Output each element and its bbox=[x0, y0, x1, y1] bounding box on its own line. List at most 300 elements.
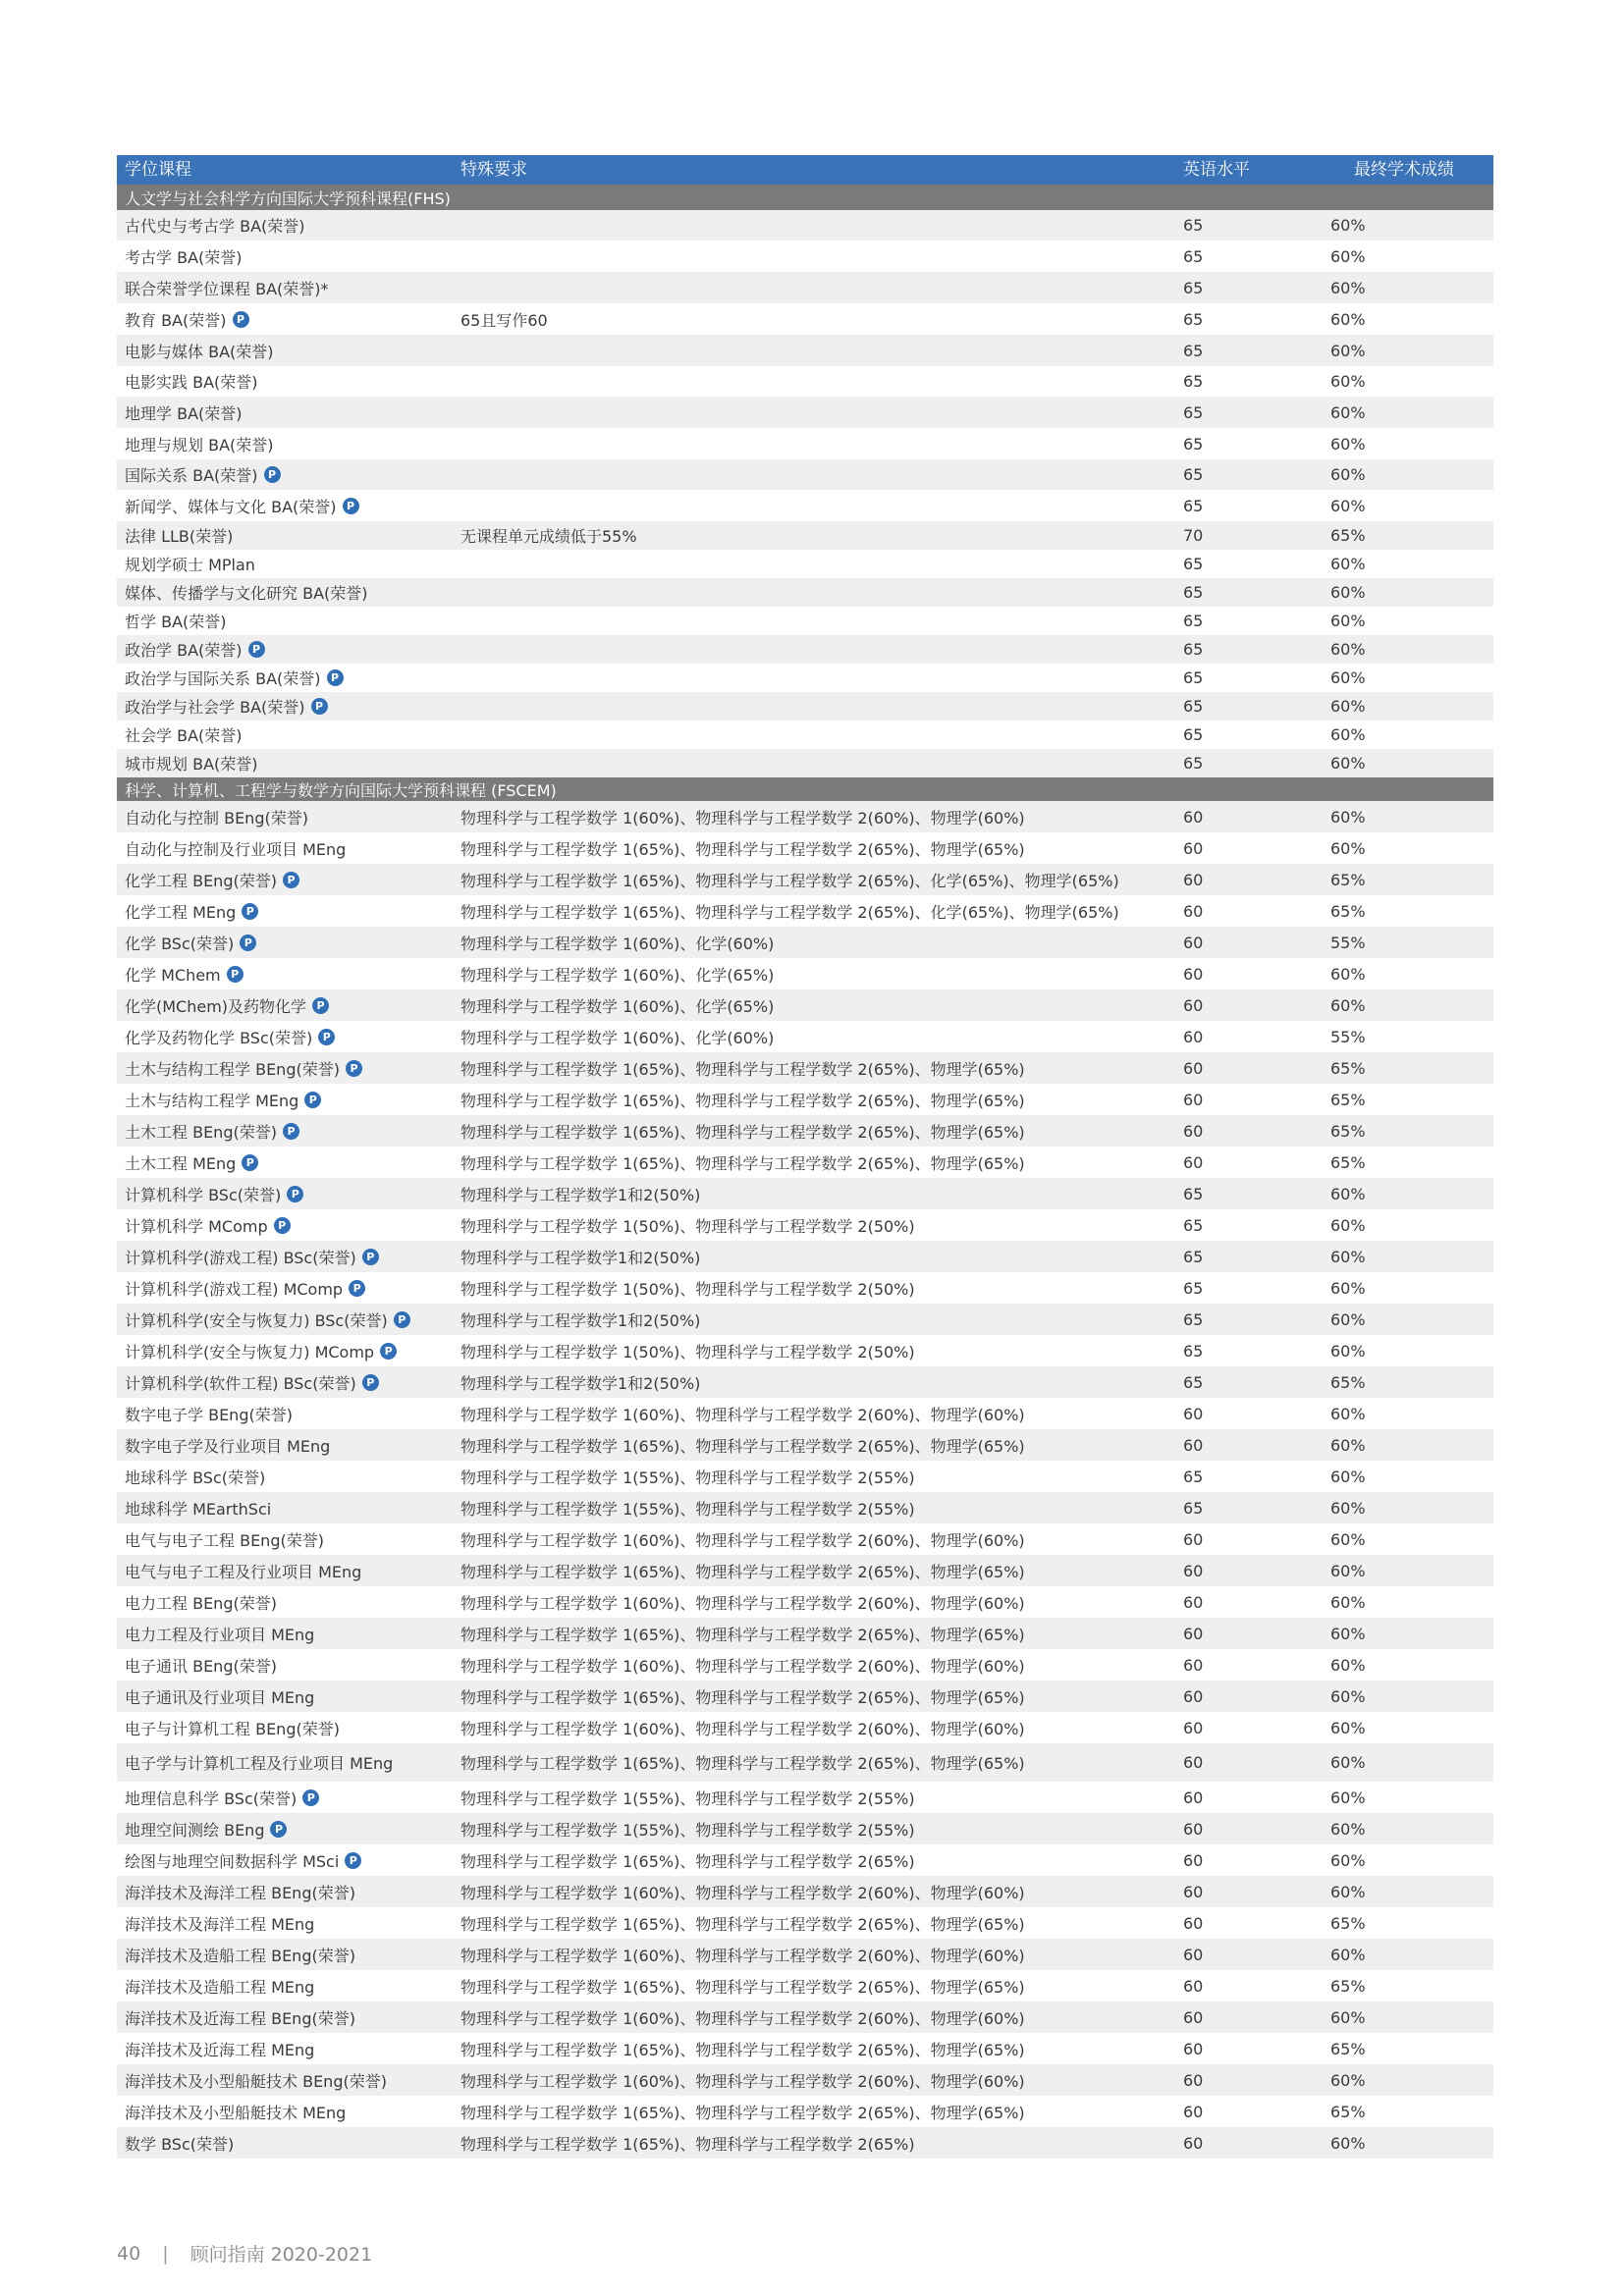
final-grade: 60% bbox=[1330, 1498, 1366, 1518]
table-row bbox=[117, 1492, 1493, 1523]
table-row bbox=[117, 397, 1493, 428]
course-name: 古代史与考古学 BA(荣誉) bbox=[125, 217, 305, 236]
course-name: 电力工程及行业项目 MEng bbox=[125, 1625, 315, 1644]
course-cell bbox=[125, 989, 329, 1021]
table-row bbox=[117, 692, 1493, 721]
p-icon: P bbox=[327, 669, 344, 686]
english-level: 65 bbox=[1183, 1215, 1204, 1235]
final-grade: 60% bbox=[1330, 1753, 1366, 1772]
course-cell bbox=[125, 1649, 277, 1681]
table-row bbox=[117, 1335, 1493, 1366]
special-requirement: 物理科学与工程学数学 1(60%)、物理科学与工程学数学 2(60%)、物理学(60%) bbox=[460, 808, 1025, 828]
course-name: 化学(MChem)及药物化学 bbox=[125, 996, 307, 1016]
course-cell bbox=[125, 1209, 291, 1241]
p-icon: P bbox=[283, 872, 299, 888]
final-grade: 60% bbox=[1330, 1184, 1366, 1203]
english-level: 60 bbox=[1183, 1090, 1204, 1109]
course-name: 海洋技术及小型船艇技术 MEng bbox=[125, 2103, 347, 2122]
english-level: 65 bbox=[1183, 372, 1204, 391]
english-level: 60 bbox=[1183, 1850, 1204, 1870]
course-name: 政治学与社会学 BA(荣誉) bbox=[125, 698, 305, 717]
requirements-table bbox=[117, 155, 1493, 2159]
table-header bbox=[117, 155, 1493, 185]
header-final: 最终学术成绩 bbox=[1354, 160, 1454, 180]
special-requirement: 65且写作60 bbox=[460, 310, 548, 330]
final-grade: 60% bbox=[1330, 1655, 1366, 1675]
course-cell bbox=[125, 635, 265, 664]
special-requirement: 物理科学与工程学数学 1(65%)、物理科学与工程学数学 2(65%)、物理学(65%) bbox=[460, 1436, 1025, 1456]
p-icon: P bbox=[380, 1343, 397, 1360]
course-name: 计算机科学(软件工程) BSc(荣誉) bbox=[125, 1373, 356, 1393]
special-requirement: 物理科学与工程学数学 1(50%)、物理科学与工程学数学 2(50%) bbox=[460, 1342, 915, 1362]
special-requirement: 物理科学与工程学数学 1(65%)、物理科学与工程学数学 2(65%)、物理学(65%) bbox=[460, 1091, 1025, 1110]
english-level: 60 bbox=[1183, 933, 1204, 952]
english-level: 65 bbox=[1183, 402, 1204, 422]
final-grade: 65% bbox=[1330, 2039, 1366, 2058]
special-requirement: 物理科学与工程学数学1和2(50%) bbox=[460, 1373, 701, 1393]
special-requirement: 物理科学与工程学数学 1(60%)、物理科学与工程学数学 2(60%)、物理学(60%) bbox=[460, 1946, 1025, 1965]
course-cell bbox=[125, 366, 258, 397]
table-row bbox=[117, 749, 1493, 777]
course-cell bbox=[125, 1304, 410, 1335]
final-grade: 60% bbox=[1330, 1561, 1366, 1580]
final-grade: 65% bbox=[1330, 1121, 1366, 1141]
course-cell bbox=[125, 664, 344, 692]
final-grade: 60% bbox=[1330, 1404, 1366, 1423]
course-cell bbox=[125, 1084, 321, 1115]
course-name: 电子学与计算机工程及行业项目 MEng bbox=[125, 1754, 394, 1773]
course-cell bbox=[125, 1241, 379, 1272]
final-grade: 60% bbox=[1330, 555, 1366, 573]
final-grade: 65% bbox=[1330, 526, 1366, 545]
table-row bbox=[117, 989, 1493, 1021]
course-cell bbox=[125, 721, 243, 749]
english-level: 60 bbox=[1183, 901, 1204, 921]
course-cell bbox=[125, 1782, 319, 1813]
english-level: 65 bbox=[1183, 309, 1204, 329]
final-grade: 60% bbox=[1330, 1309, 1366, 1329]
table-row bbox=[117, 1209, 1493, 1241]
course-name: 计算机科学 BSc(荣誉) bbox=[125, 1185, 282, 1204]
final-grade: 60% bbox=[1330, 612, 1366, 630]
course-name: 社会学 BA(荣誉) bbox=[125, 726, 243, 745]
p-icon: P bbox=[349, 1280, 365, 1297]
english-level: 70 bbox=[1183, 526, 1204, 545]
special-requirement: 物理科学与工程学数学 1(65%)、物理科学与工程学数学 2(65%) bbox=[460, 1851, 915, 1871]
table-row bbox=[117, 2064, 1493, 2096]
english-level: 60 bbox=[1183, 1686, 1204, 1706]
english-level: 65 bbox=[1183, 668, 1204, 687]
special-requirement: 无课程单元成绩低于55% bbox=[460, 527, 637, 546]
final-grade: 60% bbox=[1330, 1624, 1366, 1643]
english-level: 60 bbox=[1183, 1788, 1204, 1807]
course-cell bbox=[125, 1178, 303, 1209]
final-grade: 60% bbox=[1330, 465, 1366, 484]
table-row bbox=[117, 1743, 1493, 1782]
table-row bbox=[117, 895, 1493, 927]
final-grade: 65% bbox=[1330, 1372, 1366, 1392]
course-name: 电气与电子工程 BEng(荣誉) bbox=[125, 1530, 324, 1550]
special-requirement: 物理科学与工程学数学 1(60%)、物理科学与工程学数学 2(60%)、物理学(60%) bbox=[460, 1883, 1025, 1902]
special-requirement: 物理科学与工程学数学 1(65%)、物理科学与工程学数学 2(65%)、物理学(65%) bbox=[460, 839, 1025, 859]
final-grade: 65% bbox=[1330, 1152, 1366, 1172]
course-name: 教育 BA(荣誉) bbox=[125, 310, 227, 330]
english-level: 60 bbox=[1183, 1529, 1204, 1549]
final-grade: 60% bbox=[1330, 2007, 1366, 2027]
course-name: 国际关系 BA(荣誉) bbox=[125, 466, 258, 485]
english-level: 65 bbox=[1183, 278, 1204, 297]
course-name: 化学工程 BEng(荣誉) bbox=[125, 871, 277, 890]
final-grade: 60% bbox=[1330, 2133, 1366, 2153]
course-cell bbox=[125, 521, 233, 550]
english-level: 65 bbox=[1183, 1278, 1204, 1298]
english-level: 60 bbox=[1183, 838, 1204, 858]
english-level: 60 bbox=[1183, 1121, 1204, 1141]
table-row bbox=[117, 1618, 1493, 1649]
course-cell bbox=[125, 895, 258, 927]
course-name: 计算机科学(安全与恢复力) MComp bbox=[125, 1342, 375, 1362]
table-row bbox=[117, 1970, 1493, 2002]
special-requirement: 物理科学与工程学数学 1(50%)、物理科学与工程学数学 2(50%) bbox=[460, 1279, 915, 1299]
final-grade: 60% bbox=[1330, 754, 1366, 773]
table-row bbox=[117, 1084, 1493, 1115]
course-name: 化学 BSc(荣誉) bbox=[125, 934, 235, 953]
special-requirement: 物理科学与工程学数学 1(65%)、物理科学与工程学数学 2(65%)、化学(65%)、物理学(65%) bbox=[460, 902, 1119, 922]
final-grade: 60% bbox=[1330, 668, 1366, 687]
course-cell bbox=[125, 550, 255, 578]
p-icon: P bbox=[346, 1060, 362, 1077]
english-level: 60 bbox=[1183, 1435, 1204, 1455]
special-requirement: 物理科学与工程学数学 1(60%)、物理科学与工程学数学 2(60%)、物理学(60%) bbox=[460, 2071, 1025, 2091]
course-name: 电影实践 BA(荣誉) bbox=[125, 373, 258, 392]
special-requirement: 物理科学与工程学数学1和2(50%) bbox=[460, 1185, 701, 1204]
course-cell bbox=[125, 578, 368, 607]
p-icon: P bbox=[270, 1821, 287, 1838]
course-cell bbox=[125, 428, 274, 459]
course-name: 电子通讯 BEng(荣誉) bbox=[125, 1656, 277, 1676]
section-header bbox=[117, 777, 1493, 801]
course-cell bbox=[125, 1492, 271, 1523]
final-grade: 60% bbox=[1330, 434, 1366, 454]
table-row bbox=[117, 1366, 1493, 1398]
english-level: 60 bbox=[1183, 1561, 1204, 1580]
table-row bbox=[117, 607, 1493, 635]
header-special: 特殊要求 bbox=[460, 160, 527, 180]
course-cell bbox=[125, 607, 227, 635]
course-cell bbox=[125, 1147, 258, 1178]
course-cell bbox=[125, 692, 328, 721]
course-name: 数字电子学及行业项目 MEng bbox=[125, 1436, 331, 1456]
course-name: 化学工程 MEng bbox=[125, 902, 237, 922]
course-name: 土木工程 BEng(荣誉) bbox=[125, 1122, 277, 1142]
final-grade: 60% bbox=[1330, 995, 1366, 1015]
page-footer bbox=[117, 2240, 372, 2267]
english-level: 65 bbox=[1183, 640, 1204, 659]
english-level: 65 bbox=[1183, 434, 1204, 454]
course-name: 海洋技术及小型船艇技术 BEng(荣誉) bbox=[125, 2071, 387, 2091]
course-name: 海洋技术及海洋工程 BEng(荣誉) bbox=[125, 1883, 355, 1902]
table-row bbox=[117, 240, 1493, 272]
p-icon: P bbox=[345, 1852, 361, 1869]
special-requirement: 物理科学与工程学数学 1(60%)、化学(65%) bbox=[460, 996, 775, 1016]
page-number: 40 bbox=[117, 2242, 141, 2265]
final-grade: 65% bbox=[1330, 1976, 1366, 1996]
final-grade: 65% bbox=[1330, 901, 1366, 921]
course-name: 媒体、传播学与文化研究 BA(荣誉) bbox=[125, 584, 368, 603]
course-name: 电力工程 BEng(荣誉) bbox=[125, 1593, 277, 1613]
table-row bbox=[117, 832, 1493, 864]
course-cell bbox=[125, 490, 359, 521]
final-grade: 55% bbox=[1330, 933, 1366, 952]
course-cell bbox=[125, 1429, 330, 1461]
course-cell bbox=[125, 303, 249, 335]
table-row bbox=[117, 664, 1493, 692]
english-level: 65 bbox=[1183, 725, 1204, 744]
table-row bbox=[117, 1649, 1493, 1681]
english-level: 60 bbox=[1183, 2039, 1204, 2058]
english-level: 60 bbox=[1183, 2070, 1204, 2090]
english-level: 60 bbox=[1183, 1718, 1204, 1737]
table-row bbox=[117, 864, 1493, 895]
english-level: 65 bbox=[1183, 1372, 1204, 1392]
table-row bbox=[117, 1461, 1493, 1492]
special-requirement: 物理科学与工程学数学 1(50%)、物理科学与工程学数学 2(50%) bbox=[460, 1216, 915, 1236]
course-name: 自动化与控制及行业项目 MEng bbox=[125, 839, 347, 859]
course-name: 政治学与国际关系 BA(荣誉) bbox=[125, 669, 321, 688]
final-grade: 60% bbox=[1330, 583, 1366, 602]
english-level: 60 bbox=[1183, 1027, 1204, 1046]
table-row bbox=[117, 459, 1493, 490]
course-cell bbox=[125, 958, 244, 989]
course-cell bbox=[125, 1272, 365, 1304]
table-row bbox=[117, 550, 1493, 578]
table-row bbox=[117, 428, 1493, 459]
p-icon: P bbox=[227, 966, 244, 983]
p-icon: P bbox=[274, 1217, 291, 1234]
english-level: 65 bbox=[1183, 1184, 1204, 1203]
final-grade: 60% bbox=[1330, 1247, 1366, 1266]
course-name: 地理与规划 BA(荣誉) bbox=[125, 435, 274, 454]
course-cell bbox=[125, 1021, 335, 1052]
footer-separator: | bbox=[162, 2242, 169, 2265]
course-name: 考古学 BA(荣誉) bbox=[125, 247, 243, 267]
p-icon: P bbox=[264, 466, 281, 483]
final-grade: 60% bbox=[1330, 1278, 1366, 1298]
p-icon: P bbox=[318, 1029, 335, 1045]
final-grade: 60% bbox=[1330, 725, 1366, 744]
final-grade: 60% bbox=[1330, 216, 1366, 235]
english-level: 65 bbox=[1183, 555, 1204, 573]
english-level: 60 bbox=[1183, 1592, 1204, 1612]
english-level: 65 bbox=[1183, 1247, 1204, 1266]
final-grade: 60% bbox=[1330, 1850, 1366, 1870]
special-requirement: 物理科学与工程学数学 1(65%)、物理科学与工程学数学 2(65%) bbox=[460, 2134, 915, 2154]
final-grade: 60% bbox=[1330, 402, 1366, 422]
course-name: 地理信息科学 BSc(荣誉) bbox=[125, 1789, 298, 1808]
course-cell bbox=[125, 927, 256, 958]
english-level: 60 bbox=[1183, 870, 1204, 889]
course-cell bbox=[125, 272, 329, 303]
table-row bbox=[117, 1147, 1493, 1178]
special-requirement: 物理科学与工程学数学 1(60%)、化学(60%) bbox=[460, 1028, 775, 1047]
table-row bbox=[117, 927, 1493, 958]
course-name: 计算机科学 MComp bbox=[125, 1216, 268, 1236]
table-row bbox=[117, 1021, 1493, 1052]
p-icon: P bbox=[302, 1789, 319, 1806]
english-level: 60 bbox=[1183, 1819, 1204, 1839]
p-icon: P bbox=[287, 1186, 303, 1202]
final-grade: 60% bbox=[1330, 1718, 1366, 1737]
final-grade: 65% bbox=[1330, 870, 1366, 889]
course-cell bbox=[125, 801, 308, 832]
english-level: 60 bbox=[1183, 1404, 1204, 1423]
final-grade: 60% bbox=[1330, 496, 1366, 515]
course-name: 海洋技术及海洋工程 MEng bbox=[125, 1914, 315, 1934]
course-cell bbox=[125, 1681, 314, 1712]
table-row bbox=[117, 1052, 1493, 1084]
table-row bbox=[117, 958, 1493, 989]
table-row bbox=[117, 521, 1493, 550]
special-requirement: 物理科学与工程学数学 1(65%)、物理科学与工程学数学 2(65%)、化学(65%)、物理学(65%) bbox=[460, 871, 1119, 890]
english-level: 65 bbox=[1183, 697, 1204, 716]
table-row bbox=[117, 1586, 1493, 1618]
course-name: 土木工程 MEng bbox=[125, 1153, 237, 1173]
table-row bbox=[117, 1178, 1493, 1209]
course-name: 海洋技术及近海工程 BEng(荣誉) bbox=[125, 2008, 355, 2028]
special-requirement: 物理科学与工程学数学 1(60%)、化学(60%) bbox=[460, 934, 775, 953]
course-name: 规划学硕士 MPlan bbox=[125, 556, 255, 574]
p-icon: P bbox=[311, 698, 328, 715]
final-grade: 60% bbox=[1330, 278, 1366, 297]
table-row bbox=[117, 2033, 1493, 2064]
english-level: 65 bbox=[1183, 496, 1204, 515]
course-cell bbox=[125, 240, 243, 272]
final-grade: 60% bbox=[1330, 964, 1366, 984]
english-level: 60 bbox=[1183, 1152, 1204, 1172]
english-level: 60 bbox=[1183, 995, 1204, 1015]
special-requirement: 物理科学与工程学数学 1(65%)、物理科学与工程学数学 2(65%)、物理学(65%) bbox=[460, 2103, 1025, 2122]
english-level: 60 bbox=[1183, 1976, 1204, 1996]
course-cell bbox=[125, 2064, 387, 2096]
english-level: 65 bbox=[1183, 1467, 1204, 1486]
english-level: 65 bbox=[1183, 1498, 1204, 1518]
table-row bbox=[117, 721, 1493, 749]
special-requirement: 物理科学与工程学数学 1(60%)、物理科学与工程学数学 2(60%)、物理学(60%) bbox=[460, 1719, 1025, 1738]
table-row bbox=[117, 272, 1493, 303]
course-name: 海洋技术及造船工程 BEng(荣誉) bbox=[125, 1946, 355, 1965]
course-cell bbox=[125, 335, 274, 366]
english-level: 65 bbox=[1183, 583, 1204, 602]
course-name: 海洋技术及造船工程 MEng bbox=[125, 1977, 315, 1997]
english-level: 65 bbox=[1183, 612, 1204, 630]
table-row bbox=[117, 1429, 1493, 1461]
table-row bbox=[117, 490, 1493, 521]
english-level: 60 bbox=[1183, 1624, 1204, 1643]
table-row bbox=[117, 1272, 1493, 1304]
table-row bbox=[117, 1782, 1493, 1813]
course-cell bbox=[125, 1335, 397, 1366]
course-name: 绘图与地理空间数据科学 MSci bbox=[125, 1851, 340, 1871]
special-requirement: 物理科学与工程学数学 1(65%)、物理科学与工程学数学 2(65%)、物理学(65%) bbox=[460, 1754, 1025, 1773]
english-level: 60 bbox=[1183, 2102, 1204, 2121]
course-name: 联合荣誉学位课程 BA(荣誉)* bbox=[125, 279, 329, 298]
course-cell bbox=[125, 1586, 277, 1618]
final-grade: 65% bbox=[1330, 1913, 1366, 1933]
table-row bbox=[117, 2127, 1493, 2159]
final-grade: 60% bbox=[1330, 341, 1366, 360]
english-level: 60 bbox=[1183, 1882, 1204, 1901]
final-grade: 60% bbox=[1330, 1215, 1366, 1235]
course-cell bbox=[125, 1907, 314, 1939]
course-name: 数学 BSc(荣誉) bbox=[125, 2134, 235, 2154]
final-grade: 60% bbox=[1330, 246, 1366, 266]
final-grade: 65% bbox=[1330, 1058, 1366, 1078]
course-cell bbox=[125, 1523, 324, 1555]
special-requirement: 物理科学与工程学数学 1(55%)、物理科学与工程学数学 2(55%) bbox=[460, 1789, 915, 1808]
final-grade: 60% bbox=[1330, 372, 1366, 391]
final-grade: 55% bbox=[1330, 1027, 1366, 1046]
english-level: 60 bbox=[1183, 1655, 1204, 1675]
course-cell bbox=[125, 1844, 361, 1876]
course-cell bbox=[125, 1115, 299, 1147]
english-level: 60 bbox=[1183, 1753, 1204, 1772]
special-requirement: 物理科学与工程学数学 1(65%)、物理科学与工程学数学 2(65%)、物理学(65%) bbox=[460, 1153, 1025, 1173]
course-cell bbox=[125, 1876, 355, 1907]
course-cell bbox=[125, 1366, 379, 1398]
section-title: 人文学与社会科学方向国际大学预科课程(FHS) bbox=[125, 188, 451, 208]
table-row bbox=[117, 801, 1493, 832]
special-requirement: 物理科学与工程学数学1和2(50%) bbox=[460, 1310, 701, 1330]
course-name: 法律 LLB(荣誉) bbox=[125, 527, 234, 546]
table-row bbox=[117, 303, 1493, 335]
final-grade: 60% bbox=[1330, 807, 1366, 827]
english-level: 60 bbox=[1183, 2007, 1204, 2027]
special-requirement: 物理科学与工程学数学 1(65%)、物理科学与工程学数学 2(65%)、物理学(65%) bbox=[460, 1625, 1025, 1644]
final-grade: 65% bbox=[1330, 2102, 1366, 2121]
final-grade: 65% bbox=[1330, 1090, 1366, 1109]
final-grade: 60% bbox=[1330, 1592, 1366, 1612]
special-requirement: 物理科学与工程学数学 1(60%)、物理科学与工程学数学 2(60%)、物理学(60%) bbox=[460, 1656, 1025, 1676]
course-cell bbox=[125, 1712, 340, 1743]
special-requirement: 物理科学与工程学数学 1(60%)、物理科学与工程学数学 2(60%)、物理学(60%) bbox=[460, 2008, 1025, 2028]
table-row bbox=[117, 635, 1493, 664]
course-name: 数字电子学 BEng(荣誉) bbox=[125, 1405, 293, 1424]
course-cell bbox=[125, 1398, 293, 1429]
final-grade: 60% bbox=[1330, 1341, 1366, 1361]
course-name: 政治学 BA(荣誉) bbox=[125, 641, 243, 660]
p-icon: P bbox=[248, 641, 265, 658]
table-row bbox=[117, 1876, 1493, 1907]
english-level: 60 bbox=[1183, 1913, 1204, 1933]
special-requirement: 物理科学与工程学数学 1(65%)、物理科学与工程学数学 2(65%)、物理学(65%) bbox=[460, 1122, 1025, 1142]
p-icon: P bbox=[362, 1374, 379, 1391]
header-english: 英语水平 bbox=[1183, 160, 1250, 180]
english-level: 60 bbox=[1183, 1058, 1204, 1078]
table-row bbox=[117, 1681, 1493, 1712]
p-icon: P bbox=[283, 1123, 299, 1140]
footer-title: 顾问指南 2020-2021 bbox=[189, 2244, 373, 2266]
course-name: 电气与电子工程及行业项目 MEng bbox=[125, 1562, 362, 1581]
table-row bbox=[117, 335, 1493, 366]
course-cell bbox=[125, 1939, 355, 1970]
final-grade: 60% bbox=[1330, 1467, 1366, 1486]
special-requirement: 物理科学与工程学数学 1(65%)、物理科学与工程学数学 2(65%)、物理学(65%) bbox=[460, 2040, 1025, 2059]
english-level: 65 bbox=[1183, 341, 1204, 360]
p-icon: P bbox=[394, 1311, 410, 1328]
special-requirement: 物理科学与工程学数学 1(65%)、物理科学与工程学数学 2(65%)、物理学(65%) bbox=[460, 1687, 1025, 1707]
course-name: 地理学 BA(荣誉) bbox=[125, 403, 243, 423]
p-icon: P bbox=[362, 1249, 379, 1265]
